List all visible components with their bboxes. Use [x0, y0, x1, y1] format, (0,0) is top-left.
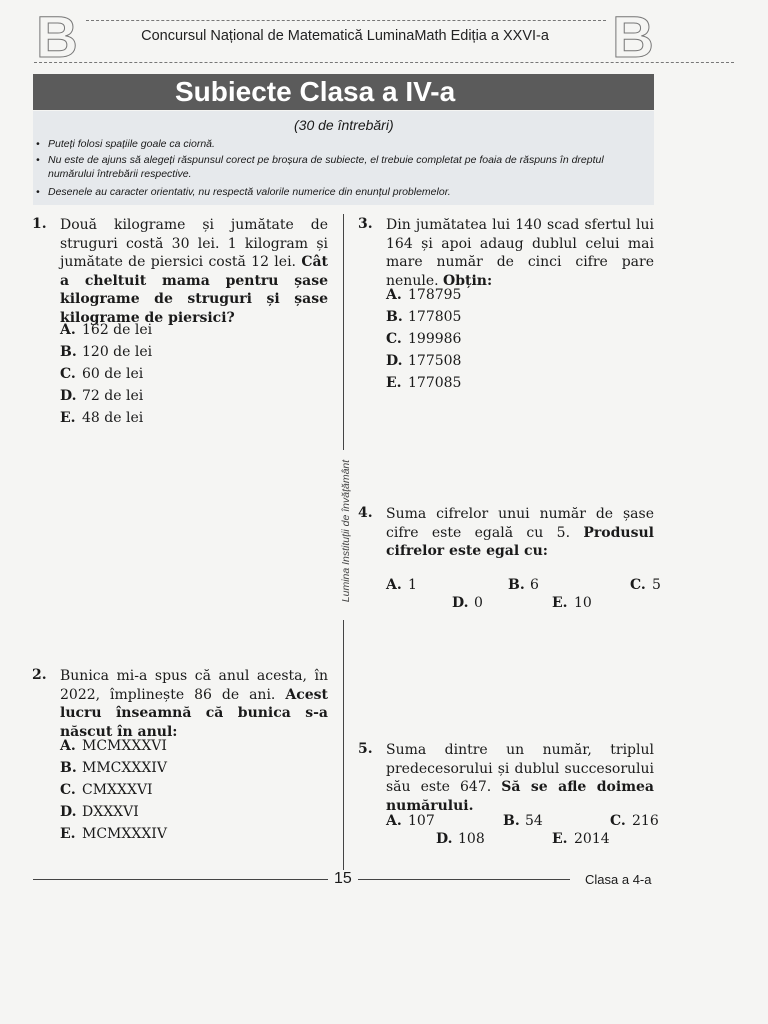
footer-rule-left [33, 879, 328, 880]
q3-text: Din jumătatea lui 140 scad sfertul lui 164 și apoi adaug dublul celui mai mare număr de cinci cifre pare nenule. Obțin: [386, 217, 654, 289]
column-divider-bottom [343, 620, 344, 870]
q2-option-b[interactable]: B. MMCXXXIV [60, 760, 167, 776]
note-2-cont: numărului întrebării respective. [48, 168, 192, 180]
footer-grade-label: Clasa a 4-a [585, 872, 652, 887]
q4-option-b[interactable]: B. 6 [508, 577, 539, 593]
q3-option-c[interactable]: C. 199986 [386, 331, 462, 347]
footer-rule-right [358, 879, 570, 880]
q5-option-a[interactable]: A. 107 [386, 813, 435, 829]
q2-option-a[interactable]: A. MCMXXXVI [60, 738, 167, 754]
q5-option-b[interactable]: B. 54 [503, 813, 543, 829]
q5-text: Suma dintre un număr, triplul predecesorului și dublul succesorului său este 647. Să se afle doimea numărului. [386, 742, 654, 814]
q3-option-d[interactable]: D. 177508 [386, 353, 462, 369]
q1-option-b[interactable]: B. 120 de lei [60, 344, 153, 360]
page-number: 15 [334, 870, 352, 887]
note-1: • Puteți folosi spațiile goale ca ciornă. [36, 138, 215, 150]
q2-option-d[interactable]: D. DXXXVI [60, 804, 139, 820]
q1-number: 1. [32, 216, 47, 232]
header-divider [34, 62, 734, 63]
series-mark-left: B [36, 5, 78, 70]
q4-option-d[interactable]: D. 0 [452, 595, 483, 611]
q5-option-d[interactable]: D. 108 [436, 831, 485, 847]
vertical-publisher-text: Lumina Instituții de învățământ [340, 459, 352, 603]
q5-option-e[interactable]: E. 2014 [552, 831, 610, 847]
q4-option-e[interactable]: E. 10 [552, 595, 592, 611]
note-2: • Nu este de ajuns să alegeți răspunsul corect pe broșura de subiecte, el trebuie completat pe foaia de răspuns în dreptul [36, 154, 604, 166]
q2-text: Bunica mi-a spus că anul acesta, în 2022, împlinește 86 de ani. Acest lucru înseamnă că bunica s-a născut în anul: [60, 668, 328, 740]
q1-option-e[interactable]: E. 48 de lei [60, 410, 144, 426]
header-top-border [86, 20, 606, 21]
q4-option-a[interactable]: A. 1 [386, 577, 417, 593]
q5-option-c[interactable]: C. 216 [610, 813, 659, 829]
column-divider-top [343, 214, 344, 450]
q4-text: Suma cifrelor unui număr de șase cifre este egală cu 5. Produsul cifrelor este egal cu: [386, 506, 654, 559]
q3-option-b[interactable]: B. 177805 [386, 309, 462, 325]
note-3: • Desenele au caracter orientativ, nu respectă valorile numerice din enunțul problemelor. [36, 186, 451, 198]
question-count: (30 de întrebări) [294, 117, 394, 133]
series-mark-right: B [612, 5, 654, 70]
q3-number: 3. [358, 216, 373, 232]
q3-option-e[interactable]: E. 177085 [386, 375, 462, 391]
q5-number: 5. [358, 741, 373, 757]
page-title: Subiecte Clasa a IV-a [33, 74, 654, 110]
q4-option-c[interactable]: C. 5 [630, 577, 661, 593]
q4-number: 4. [358, 505, 373, 521]
q1-option-a[interactable]: A. 162 de lei [60, 322, 153, 338]
q3-option-a[interactable]: A. 178795 [386, 287, 462, 303]
q2-number: 2. [32, 667, 47, 683]
q1-text: Două kilograme și jumătate de struguri costă 30 lei. 1 kilogram și jumătate de piersici costă 12 lei. Cât a cheltuit mama pentru șase kilograme de struguri și șase kilograme de piersici? [60, 217, 328, 326]
q1-option-c[interactable]: C. 60 de lei [60, 366, 144, 382]
contest-name: Concursul Național de Matematică LuminaMath Ediția a XXVI-a [141, 28, 549, 44]
q1-option-d[interactable]: D. 72 de lei [60, 388, 144, 404]
q2-option-c[interactable]: C. CMXXXVI [60, 782, 153, 798]
q2-option-e[interactable]: E. MCMXXXIV [60, 826, 167, 842]
